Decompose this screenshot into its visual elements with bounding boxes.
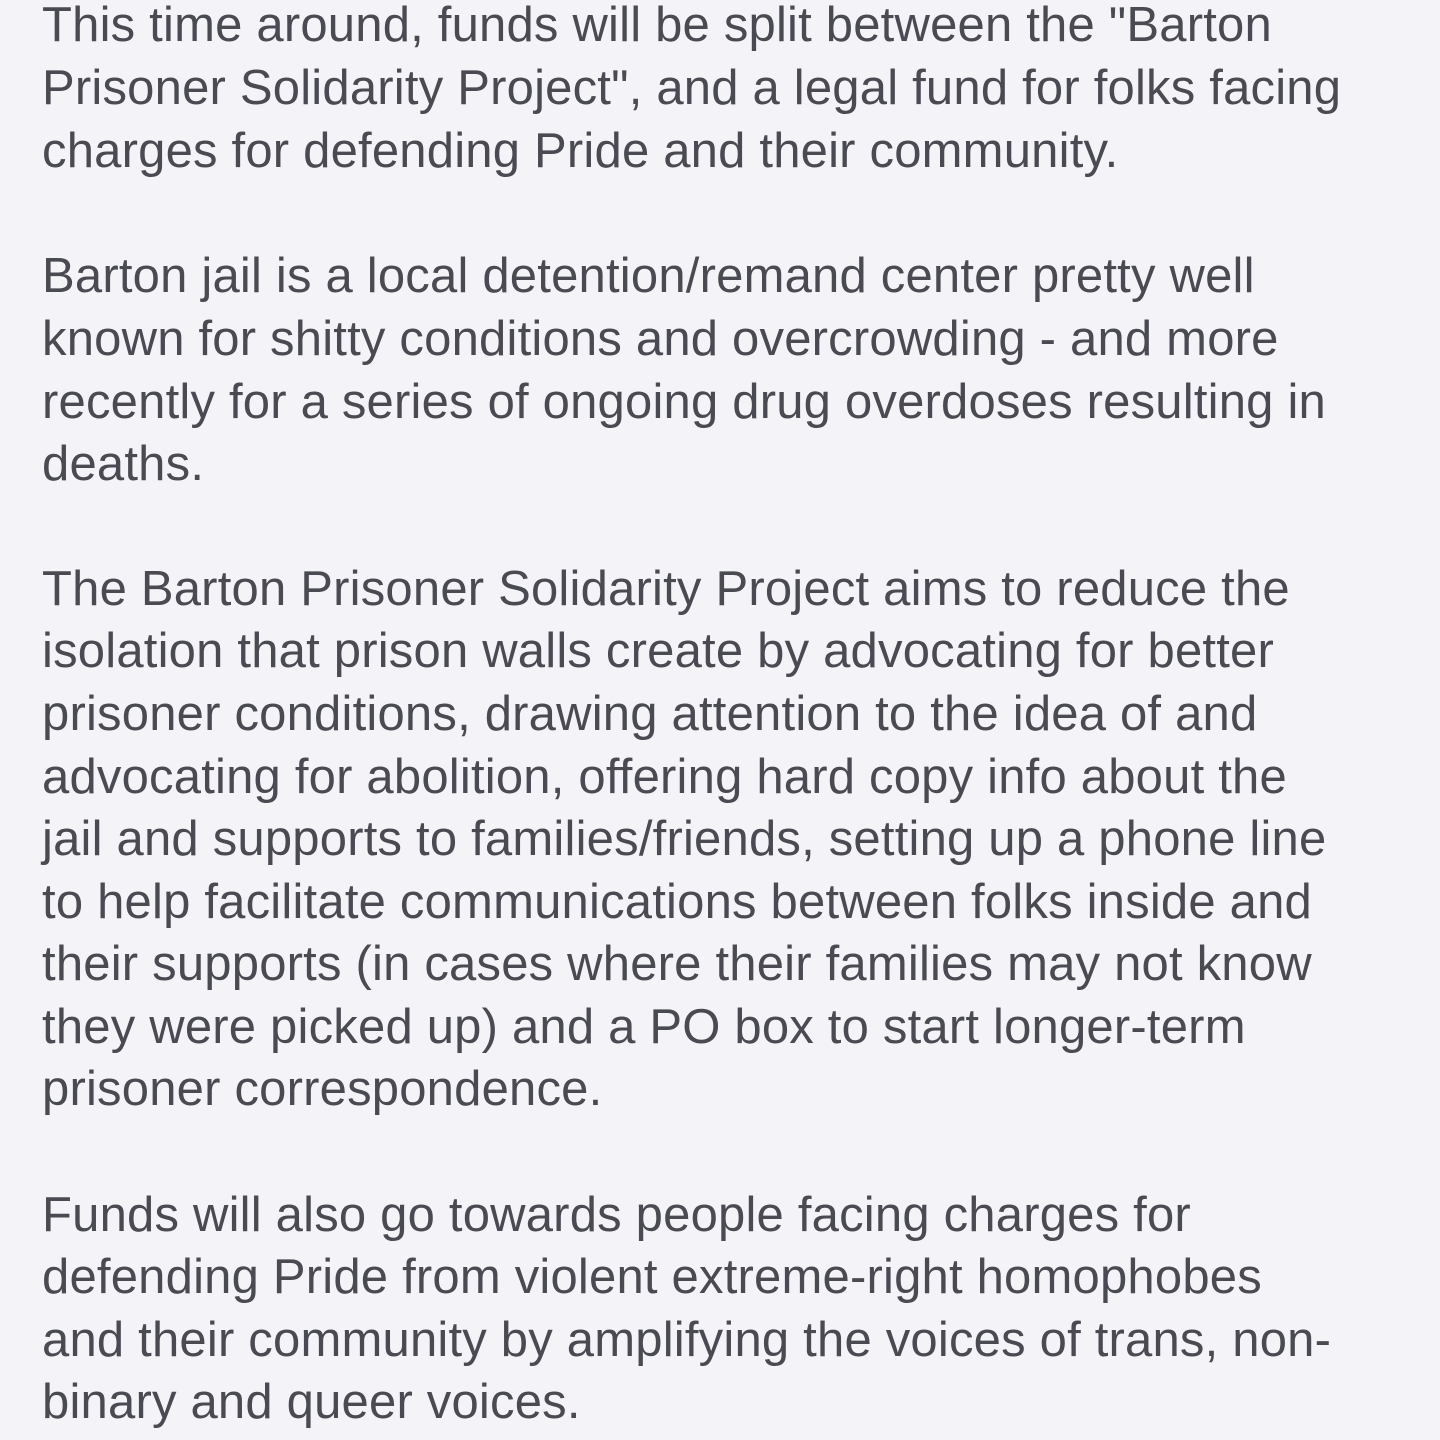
paragraph-4-line-4: binary and queer voices. [42, 1375, 581, 1429]
paragraph-3-line-8: they were picked up) and a PO box to start longer-term [42, 1000, 1246, 1054]
paragraph-2-line-3: recently for a series of ongoing drug overdoses resulting in [42, 375, 1326, 429]
paragraph-1-line-3: charges for defending Pride and their community. [42, 124, 1119, 178]
paragraph-4-line-3: and their community by amplifying the voices of trans, non- [42, 1313, 1332, 1367]
paragraph-4-line-1: Funds will also go towards people facing charges for [42, 1188, 1191, 1242]
paragraph-3-line-7: their supports (in cases where their families may not know [42, 937, 1312, 991]
paragraph-3-line-2: isolation that prison walls create by advocating for better [42, 624, 1275, 678]
paragraph-2-line-2: known for shitty conditions and overcrowding - and more [42, 312, 1279, 366]
paragraph-3-line-6: to help facilitate communications between folks inside and [42, 875, 1312, 929]
paragraph-1-line-2: Prisoner Solidarity Project", and a legal fund for folks facing [42, 61, 1342, 115]
paragraph-3-line-3: prisoner conditions, drawing attention to the idea of and [42, 687, 1258, 741]
paragraph-2-line-1: Barton jail is a local detention/remand center pretty well [42, 249, 1255, 303]
paragraph-3-line-9: prisoner correspondence. [42, 1062, 603, 1116]
paragraph-3-line-5: jail and supports to families/friends, setting up a phone line [42, 812, 1327, 866]
paragraph-4-line-2: defending Pride from violent extreme-right homophobes [42, 1250, 1262, 1304]
paragraph-3-line-4: advocating for abolition, offering hard copy info about the [42, 750, 1287, 804]
paragraph-2-line-4: deaths. [42, 437, 205, 491]
paragraph-3-line-1: The Barton Prisoner Solidarity Project aims to reduce the [42, 562, 1290, 616]
paragraph-1-line-1: This time around, funds will be split between the "Barton [42, 0, 1272, 52]
